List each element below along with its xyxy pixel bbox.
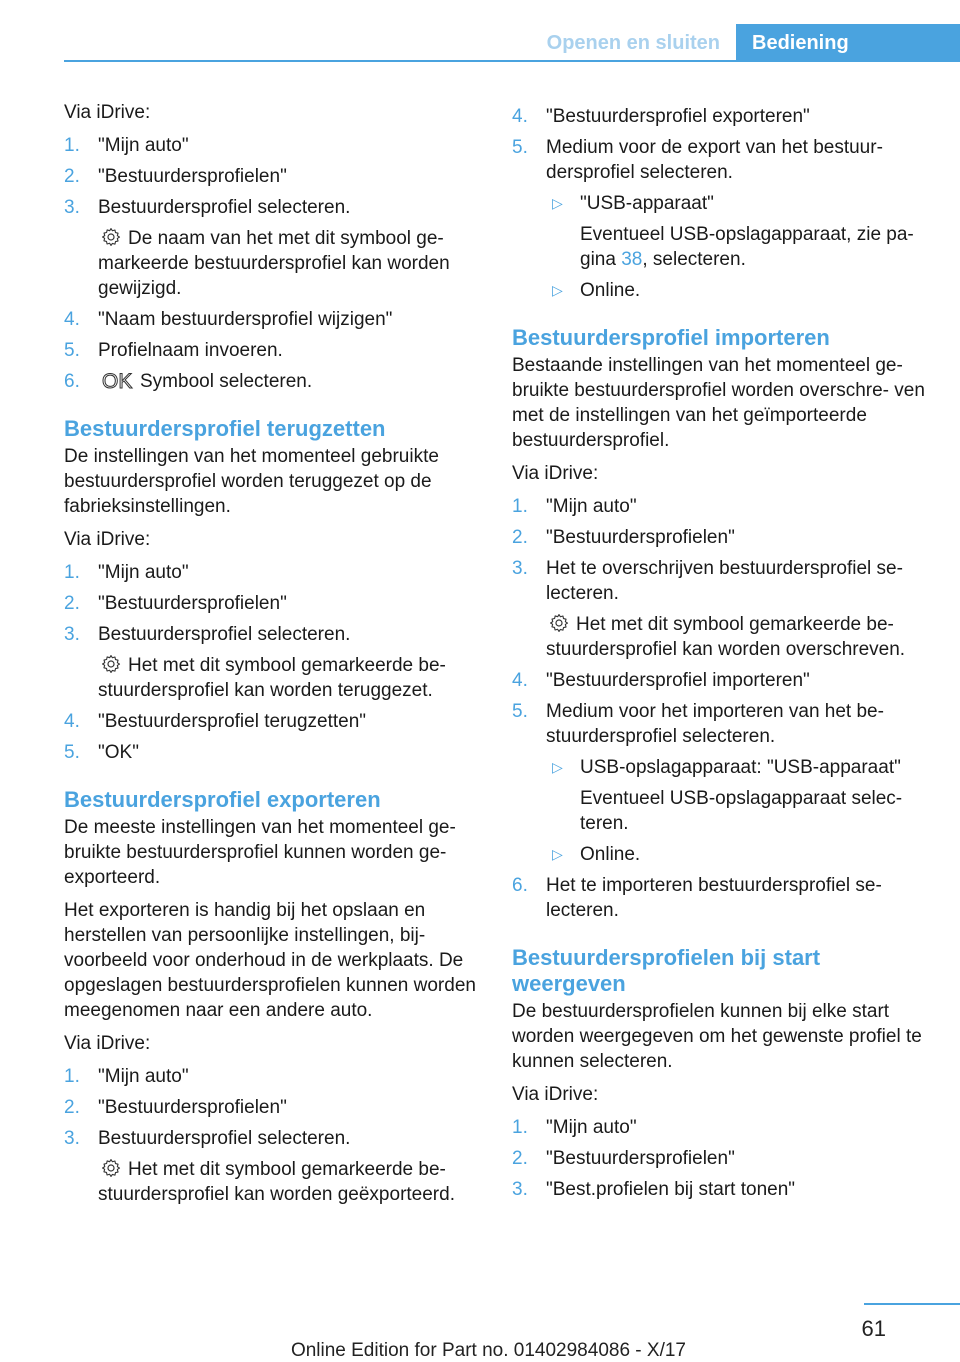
tab-bediening[interactable]: Bediening (736, 24, 960, 62)
step-note (546, 612, 927, 662)
list-item (512, 699, 927, 867)
list-item (64, 133, 479, 158)
step-text: "Bestuurdersprofielen" (546, 527, 735, 548)
list-item (64, 560, 479, 585)
start-steps-list (512, 1115, 927, 1202)
step-text: "Bestuurdersprofiel terugzetten" (98, 711, 367, 732)
step-text: Bestuurdersprofiel selecteren. (98, 1128, 351, 1149)
start-via: Via iDrive: (512, 1084, 599, 1105)
ok-symbol-icon (100, 369, 134, 391)
step-text: "Mijn auto" (546, 496, 637, 517)
step-number: 3. (64, 197, 80, 218)
step-number: 2. (64, 593, 80, 614)
step-number: 1. (64, 1066, 80, 1087)
step-number: 1. (512, 1117, 528, 1138)
list-item (512, 1177, 927, 1202)
reset-body: De instellingen van het momenteel gebruikte bestuurdersprofiel worden teruggezet op de fabrieksinstellingen. (64, 446, 439, 517)
step-number: 4. (512, 670, 528, 691)
sub-item-text: Online. (580, 844, 641, 865)
step-text: "Bestuurdersprofielen" (98, 1097, 287, 1118)
rename-steps-list (64, 133, 479, 394)
step-text: "OK" (98, 742, 139, 763)
edition-note: Online Edition for Part no. 01402984086 - X/17 (290, 1340, 686, 1361)
note-text-end: , selecteren. (642, 249, 746, 270)
gear-icon (548, 612, 570, 634)
step-note (98, 226, 479, 301)
step-number: 5. (512, 137, 528, 158)
list-item (512, 104, 927, 129)
step-text: Symbool selecteren. (140, 371, 313, 392)
sub-item-text: USB-opslagapparaat: "USB-apparaat" (580, 757, 901, 778)
sub-item-text: Online. (580, 280, 641, 301)
step-text: Bestuurdersprofiel selecteren. (98, 624, 351, 645)
footer-rule (864, 1303, 960, 1305)
step-text: "Naam bestuurdersprofiel wijzigen" (98, 309, 393, 330)
list-item (512, 1115, 927, 1140)
section-heading-export: Bestuurdersprofiel exporteren (64, 787, 381, 812)
sub-list-item (546, 191, 927, 272)
import-via: Via iDrive: (512, 463, 599, 484)
step-text: Het te overschrijven bestuurdersprofiel se- lecteren. (546, 558, 903, 604)
sub-list-item (546, 842, 927, 867)
step-note-text: De naam van het met dit symbool ge- markeerde bestuurdersprofiel kan worden gewijzigd. (98, 228, 450, 299)
export-via: Via iDrive: (64, 1033, 151, 1054)
step-text: "Mijn auto" (98, 135, 189, 156)
step-number: 6. (64, 371, 80, 392)
step-text: Medium voor het importeren van het be- stuurdersprofiel selecteren. (546, 701, 884, 747)
step-text: "Bestuurdersprofielen" (546, 1148, 735, 1169)
intro-text: Via iDrive: (64, 102, 151, 123)
list-item (64, 369, 479, 394)
list-item (64, 307, 479, 332)
export-body-1: De meeste instellingen van het momenteel ge- bruikte bestuurdersprofiel kunnen worden ge- exporteerd. (64, 817, 456, 888)
step-number: 6. (512, 875, 528, 896)
list-item (64, 740, 479, 765)
step-number: 2. (64, 166, 80, 187)
page-reference-link[interactable]: 38 (621, 249, 643, 270)
bullet-triangle-icon: ▷ (552, 759, 563, 775)
step-number: 4. (64, 711, 80, 732)
sub-item-text: "USB-apparaat" (580, 193, 714, 214)
step-number: 3. (64, 1128, 80, 1149)
import-medium-options (546, 755, 927, 867)
step-number: 1. (64, 562, 80, 583)
step-text: "Bestuurdersprofiel importeren" (546, 670, 810, 691)
gear-icon (100, 226, 122, 248)
step-text: Medium voor de export van het bestuur- dersprofiel selecteren. (546, 137, 883, 183)
step-text: "Mijn auto" (546, 1117, 637, 1138)
step-number: 4. (512, 106, 528, 127)
section-heading-reset: Bestuurdersprofiel terugzetten (64, 416, 386, 441)
sub-list-item (546, 278, 927, 303)
step-text: "Bestuurdersprofielen" (98, 593, 287, 614)
reset-steps-list (64, 560, 479, 765)
list-item (64, 164, 479, 189)
step-number: 4. (64, 309, 80, 330)
step-number: 3. (64, 624, 80, 645)
step-text: "Bestuurdersprofielen" (98, 166, 287, 187)
step-number: 2. (512, 1148, 528, 1169)
step-number: 3. (512, 1179, 528, 1200)
step-note-text: Het met dit symbool gemarkeerde be- stuurdersprofiel kan worden overschreven. (546, 614, 906, 660)
list-item (64, 591, 479, 616)
import-body: Bestaande instellingen van het momenteel ge- bruikte bestuurdersprofiel worden overschre- ven met de instellingen van het geïmporteerde bestuurdersprofiel. (512, 355, 925, 451)
gear-icon (100, 653, 122, 675)
note-text: Eventueel USB-opslagapparaat, zie pa- gina (580, 224, 914, 270)
list-item (64, 195, 479, 301)
step-number: 3. (512, 558, 528, 579)
step-number: 5. (64, 340, 80, 361)
import-steps-list (512, 494, 927, 923)
start-body: De bestuurdersprofielen kunnen bij elke start worden weergegeven om het gewenste profiel te kunnen selecteren. (512, 1001, 922, 1072)
step-number: 1. (512, 496, 528, 517)
step-number: 5. (64, 742, 80, 763)
list-item (64, 1095, 479, 1120)
list-item (512, 1146, 927, 1171)
step-note-text: Het met dit symbool gemarkeerde be- stuurdersprofiel kan worden geëxporteerd. (98, 1159, 455, 1205)
step-text: "Mijn auto" (98, 562, 189, 583)
list-item (512, 525, 927, 550)
step-text: Het te importeren bestuurdersprofiel se- lecteren. (546, 875, 882, 921)
list-item (512, 873, 927, 923)
sub-item-note: Eventueel USB-opslagapparaat selec- teren. (580, 788, 903, 834)
step-note (98, 1157, 479, 1207)
export-steps-list (64, 1064, 479, 1207)
step-text: "Best.profielen bij start tonen" (546, 1179, 796, 1200)
bullet-triangle-icon: ▷ (552, 282, 563, 298)
ok-symbol-glyph: OK (102, 370, 133, 391)
list-item (64, 622, 479, 703)
step-text: Bestuurdersprofiel selecteren. (98, 197, 351, 218)
step-text: Profielnaam invoeren. (98, 340, 283, 361)
list-item (64, 1126, 479, 1207)
step-number: 2. (64, 1097, 80, 1118)
gear-icon (100, 1157, 122, 1179)
list-item (64, 338, 479, 363)
export-steps-list-cont (512, 104, 927, 303)
section-heading-start: Bestuurdersprofielen bij start weergeven (512, 945, 821, 996)
list-item (64, 709, 479, 734)
list-item (64, 1064, 479, 1089)
page-header (64, 24, 960, 62)
list-item (512, 494, 927, 519)
list-item (512, 668, 927, 693)
bullet-triangle-icon: ▷ (552, 846, 563, 862)
step-note-text: Het met dit symbool gemarkeerde be- stuurdersprofiel kan worden teruggezet. (98, 655, 446, 701)
export-body-2: Het exporteren is handig bij het opslaan en herstellen van persoonlijke instellingen, bij- voorbeeld voor onderhoud in de werkplaats. De opgeslagen bestuurdersprofielen kunnen worden meegenomen naar een andere auto. (64, 900, 476, 1021)
step-text: "Mijn auto" (98, 1066, 189, 1087)
step-note (98, 653, 479, 703)
reset-via: Via iDrive: (64, 529, 151, 550)
right-column (512, 100, 927, 1210)
tab-openen-en-sluiten[interactable]: Openen en sluiten (546, 32, 720, 54)
list-item (512, 135, 927, 303)
export-medium-options (546, 191, 927, 303)
left-column (64, 100, 479, 1215)
step-number: 5. (512, 701, 528, 722)
page-number: 61 (861, 1316, 886, 1341)
bullet-triangle-icon: ▷ (552, 195, 563, 211)
sub-item-note (580, 222, 927, 272)
step-text: "Bestuurdersprofiel exporteren" (546, 106, 810, 127)
step-number: 1. (64, 135, 80, 156)
sub-list-item (546, 755, 927, 836)
list-item (512, 556, 927, 662)
section-heading-import: Bestuurdersprofiel importeren (512, 325, 830, 350)
step-number: 2. (512, 527, 528, 548)
